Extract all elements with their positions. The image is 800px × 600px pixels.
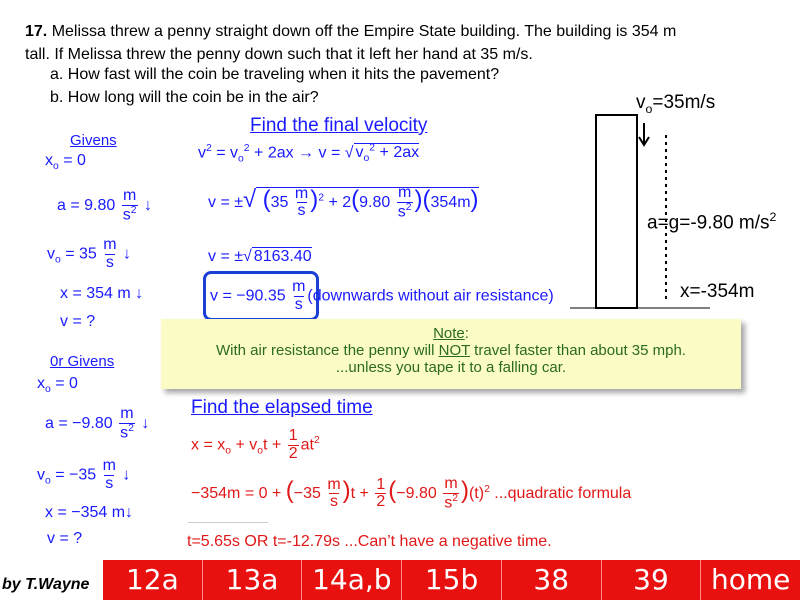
fv-equation-2: v = ±√ (35 $\frac{m}{s}$ )$^2$ + 2(9.80 $\frac{m}{s^2}$ )(354m) xyxy=(208,184,479,221)
fv-answer: v = −90.35 $\frac{m}{s}$ (downwards without air resistance) xyxy=(210,278,554,313)
elapsed-time-heading: Find the elapsed time xyxy=(191,397,373,418)
note-line-2: ...unless you tape it to a falling car. xyxy=(335,359,567,376)
diagram-v0-label: $v_o=35m/s$ xyxy=(636,92,716,116)
or-givens-v0: $v_o = -35$ $\frac{m}{s}$ ↓ xyxy=(37,457,131,492)
question-b: b. How long will the coin be in the air? xyxy=(50,89,319,106)
givens-v0: $v_o = 35$ $\frac{m}{s}$ ↓ xyxy=(47,236,132,271)
givens-a: a = 9.80 $\frac{m}{s^2}$ ↓ xyxy=(57,187,152,224)
note-box: Note: With air resistance the penny will NOT travel faster than about 35 mph. ...unless you tape it to a falling car. xyxy=(161,319,741,389)
nav-button-15b[interactable]: 15b xyxy=(401,560,501,600)
nav-button-12a[interactable]: 12a xyxy=(125,563,179,596)
fv-equation-3: v = ±√ 8163.40 xyxy=(208,248,312,265)
nav-button-14ab[interactable]: 14a,b xyxy=(301,560,401,600)
givens-heading: Givens xyxy=(70,132,117,149)
et-equation-2: −354m = 0 + (−35 $\frac{m}{s}$ )t + $\frac{1}{2}$ (−9.80 $\frac{m}{s^2}$ )$(t)^2$ ...quadratic formula xyxy=(191,475,632,512)
nav-button-39[interactable]: 39 xyxy=(601,560,701,600)
or-givens-x0: $x_o = 0$ xyxy=(37,375,78,396)
problem-line-1: Melissa threw a penny straight down off the Empire State building. The building is 354 m xyxy=(47,23,677,40)
building-rect xyxy=(596,115,637,308)
question-a: a. How fast will the coin be traveling when it hits the pavement? xyxy=(50,66,500,83)
final-velocity-heading: Find the final velocity xyxy=(250,115,428,136)
problem-line-2: tall. If Melissa threw the penny down such that it left her hand at 35 m/s. xyxy=(25,46,533,63)
givens-x0: $x_o = 0$ xyxy=(45,152,86,173)
et-equation-1: $x = x_o + v_ot$ + $\frac{1}{2}$ $at^2$ xyxy=(191,427,320,462)
et-result: t=5.65s OR t=-12.79s ...Can’t have a negative time. xyxy=(187,533,552,550)
or-givens-x: x = −354 m↓ xyxy=(45,504,134,521)
or-givens-v: v = ? xyxy=(47,530,83,547)
or-givens-heading: 0r Givens xyxy=(50,353,115,370)
result-divider xyxy=(188,522,268,523)
diagram-acceleration-label: a=g=-9.80 $m/s^2$ xyxy=(647,210,777,234)
problem-number: 17. xyxy=(25,23,48,40)
nav-button-home[interactable]: home xyxy=(700,560,800,600)
givens-x: x = 354 m ↓ xyxy=(60,285,144,302)
or-givens-a: a = −9.80 $\frac{m}{s^2}$ ↓ xyxy=(45,405,150,442)
givens-v: v = ? xyxy=(60,313,96,330)
note-line-1: With air resistance the penny will NOT travel faster than about 35 mph. xyxy=(216,342,686,359)
note-title: Note xyxy=(433,325,465,342)
problem-statement xyxy=(25,20,676,66)
fv-equation-1: $v^2 = v_o^2 + 2ax \to v$ = √ $v_o^2 + 2ax$ xyxy=(198,143,420,165)
nav-bar xyxy=(103,560,800,600)
nav-button-38[interactable]: 38 xyxy=(501,560,601,600)
nav-button-13a[interactable]: 13a xyxy=(202,560,302,600)
diagram-x-label: x=-354m xyxy=(680,281,755,302)
author-credit: by T.Wayne xyxy=(2,576,90,593)
